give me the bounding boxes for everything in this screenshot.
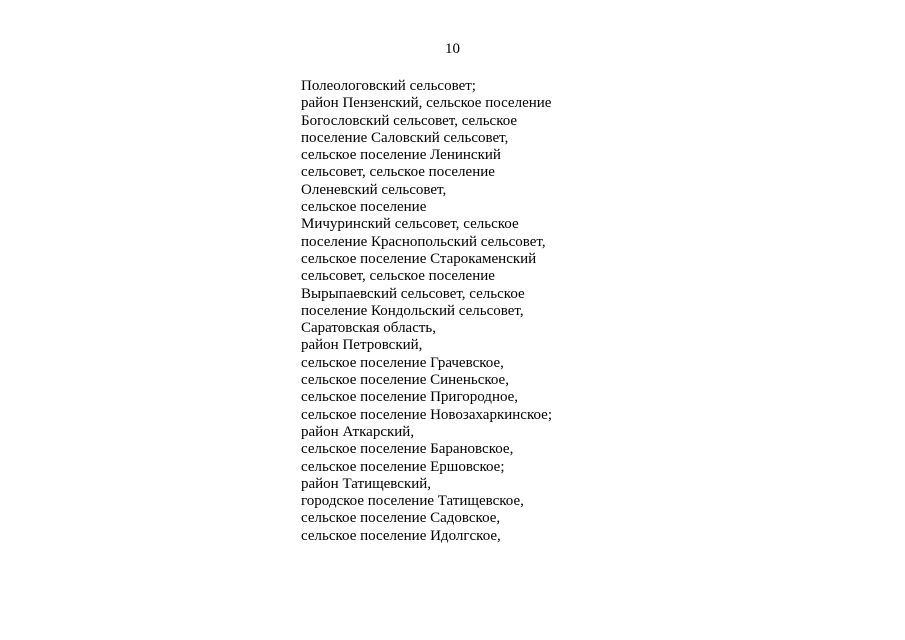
text-line: Оленевский сельсовет, [301, 181, 447, 198]
text-line: сельское поселение [301, 199, 427, 216]
text-line: сельсовет, сельское поселение [301, 164, 495, 181]
text-line: сельское поселение Пригородное, [301, 389, 519, 406]
text-line: сельское поселение Синеньское, [301, 372, 509, 389]
text-line: Вырыпаевский сельсовет, сельское [301, 285, 525, 302]
text-line: район Татищевский, [301, 475, 432, 492]
text-line: сельское поселение Идолгское, [301, 527, 501, 544]
text-line: сельское поселение Новозахаркинское; [301, 406, 552, 423]
text-line: район Аткарский, [301, 423, 415, 440]
text-line: поселение Кондольский сельсовет, [301, 302, 524, 319]
text-line: район Пензенский, сельское поселение [301, 95, 552, 112]
text-line: район Петровский, [301, 337, 423, 354]
text-line: сельское поселение Грачевское, [301, 354, 504, 371]
page-number: 10 [445, 41, 460, 57]
text-line: сельское поселение Старокаменский [301, 250, 537, 267]
document-body [301, 78, 552, 545]
text-line: Богословский сельсовет, сельское [301, 112, 518, 129]
text-line: Мичуринский сельсовет, сельское [301, 216, 519, 233]
text-line: Саратовская область, [301, 320, 437, 337]
text-line: сельское поселение Барановское, [301, 441, 514, 458]
text-line: Полеологовский сельсовет; [301, 78, 476, 94]
text-line: поселение Краснопольский сельсовет, [301, 233, 546, 250]
text-line: сельское поселение Ленинский [301, 147, 501, 164]
text-line: городское поселение Татищевское, [301, 493, 524, 510]
text-line: поселение Саловский сельсовет, [301, 129, 509, 146]
text-line: сельское поселение Садовское, [301, 510, 501, 527]
text-line: сельское поселение Ершовское; [301, 458, 505, 475]
text-line: сельсовет, сельское поселение [301, 268, 495, 285]
